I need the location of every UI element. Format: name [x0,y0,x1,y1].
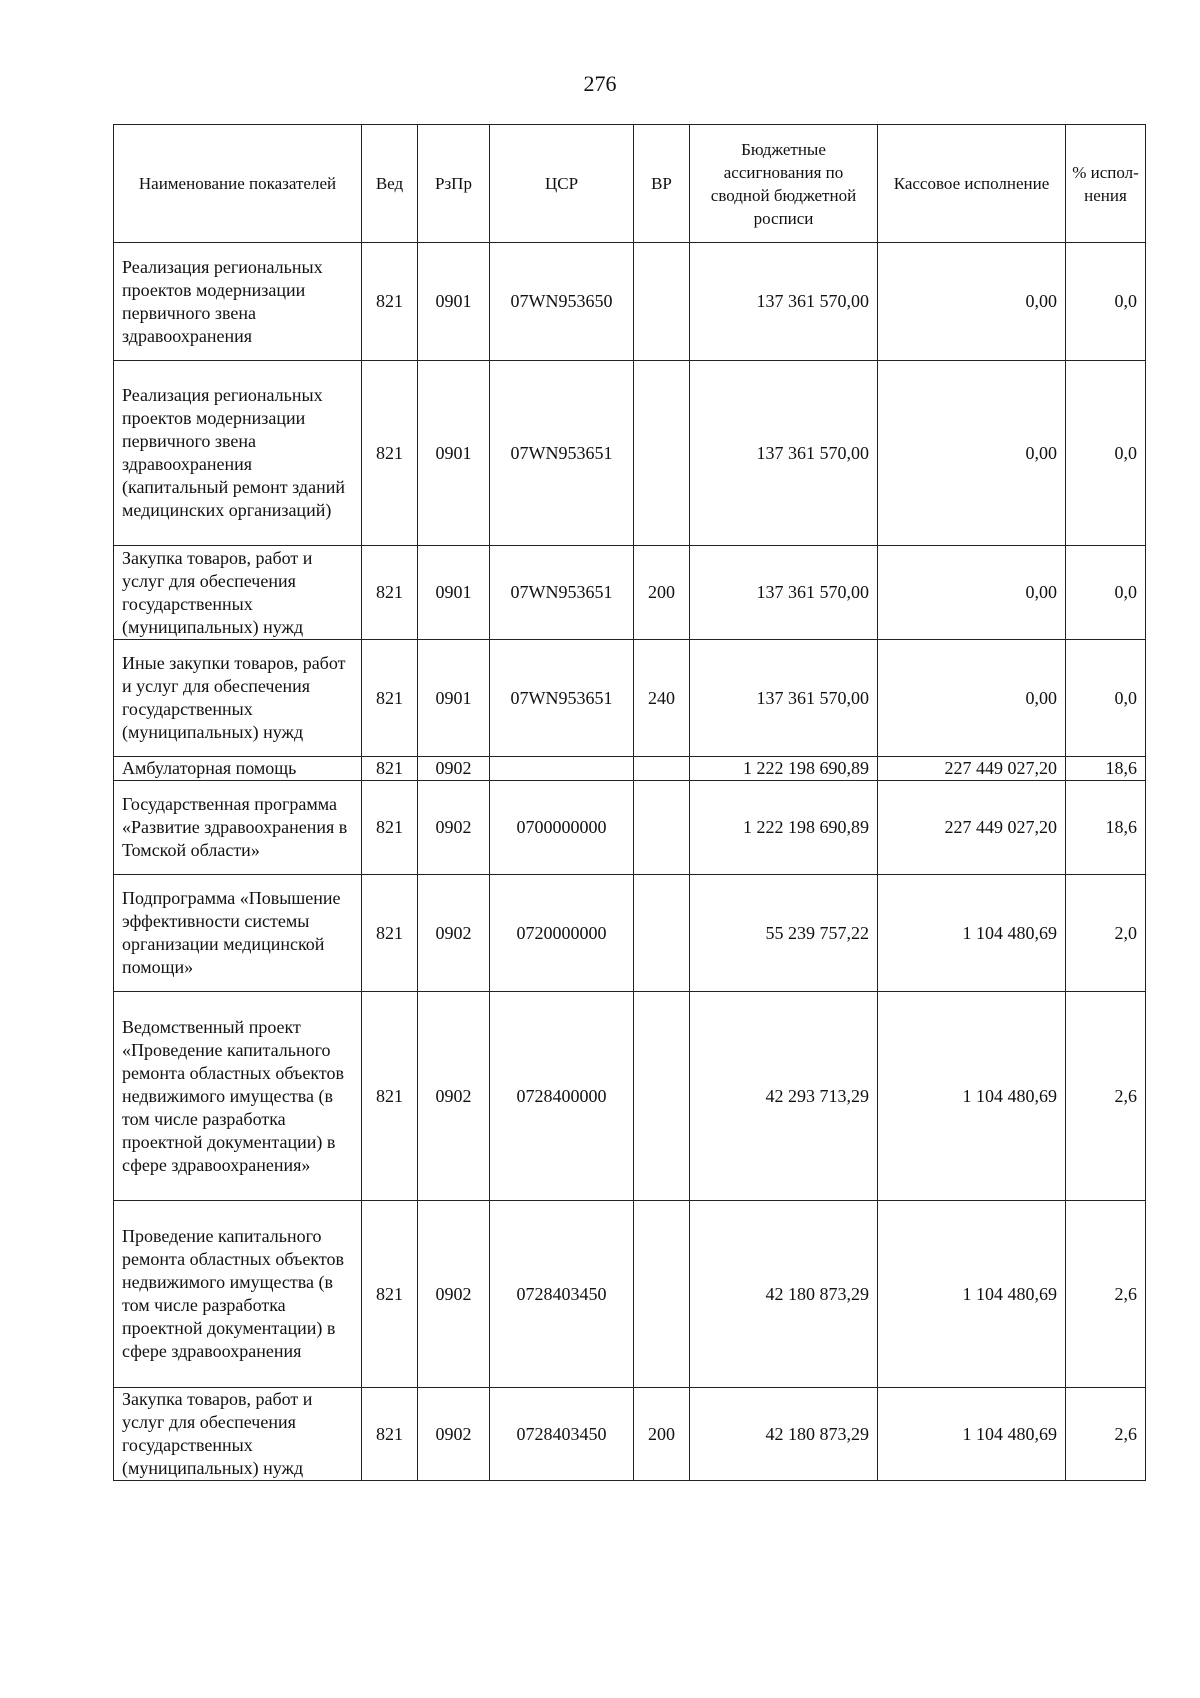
row-name: Ведомственный проект «Проведение капитального ремонта областных объектов недвижимого имущества (в том числе разработка проектной документации) в сфере здравоохранения» [114,992,362,1201]
row-percent: 0,0 [1066,361,1146,546]
page-number: 276 [583,71,617,96]
table-row [114,992,1146,1201]
row-csr [490,757,634,781]
row-rzpr: 0902 [418,757,490,781]
row-rzpr: 0902 [418,1388,490,1481]
header-csr: ЦСР [490,125,634,243]
row-vr [634,243,690,361]
row-ved: 821 [362,757,418,781]
row-rzpr: 0901 [418,243,490,361]
row-rzpr: 0902 [418,1201,490,1388]
row-cash: 0,00 [878,640,1066,757]
row-percent: 2,6 [1066,1388,1146,1481]
row-percent: 2,0 [1066,875,1146,992]
row-allocations: 42 180 873,29 [690,1201,878,1388]
row-rzpr: 0901 [418,640,490,757]
table-row [114,243,1146,361]
row-name: Иные закупки товаров, работ и услуг для обеспечения государственных (муниципальных) нужд [114,640,362,757]
row-vr [634,1201,690,1388]
row-allocations: 137 361 570,00 [690,361,878,546]
row-allocations: 1 222 198 690,89 [690,781,878,875]
row-percent: 2,6 [1066,1201,1146,1388]
row-allocations: 42 293 713,29 [690,992,878,1201]
row-percent: 0,0 [1066,640,1146,757]
header-cash: Кассовое исполнение [878,125,1066,243]
row-name: Подпрограмма «Повышение эффективности системы организации медицинской помощи» [114,875,362,992]
row-name: Закупка товаров, работ и услуг для обеспечения государственных (муниципальных) нужд [114,1388,362,1481]
row-name: Амбулаторная помощь [114,757,362,781]
row-rzpr: 0902 [418,781,490,875]
row-ved: 821 [362,781,418,875]
table-row [114,781,1146,875]
row-ved: 821 [362,361,418,546]
header-rzpr: РзПр [418,125,490,243]
row-cash: 1 104 480,69 [878,1388,1066,1481]
row-csr: 0720000000 [490,875,634,992]
header-row [114,125,1146,243]
row-ved: 821 [362,1388,418,1481]
row-ved: 821 [362,546,418,640]
row-vr: 200 [634,546,690,640]
row-percent: 18,6 [1066,757,1146,781]
row-cash: 227 449 027,20 [878,757,1066,781]
header-name: Наименование показателей [114,125,362,243]
row-ved: 821 [362,992,418,1201]
row-allocations: 137 361 570,00 [690,546,878,640]
header-allocations: Бюджетные ассигнования по сводной бюджетной росписи [690,125,878,243]
row-cash: 0,00 [878,243,1066,361]
row-percent: 18,6 [1066,781,1146,875]
header-percent: % испол-нения [1066,125,1146,243]
row-name: Реализация региональных проектов модернизации первичного звена здравоохранения (капитальный ремонт зданий медицинских организаций) [114,361,362,546]
row-allocations: 42 180 873,29 [690,1388,878,1481]
row-ved: 821 [362,243,418,361]
row-vr: 200 [634,1388,690,1481]
table-row [114,1388,1146,1481]
row-cash: 1 104 480,69 [878,875,1066,992]
row-cash: 1 104 480,69 [878,1201,1066,1388]
row-csr: 0728400000 [490,992,634,1201]
row-allocations: 137 361 570,00 [690,243,878,361]
table-row [114,546,1146,640]
row-csr: 07WN953650 [490,243,634,361]
row-rzpr: 0902 [418,875,490,992]
row-percent: 0,0 [1066,546,1146,640]
row-name: Реализация региональных проектов модернизации первичного звена здравоохранения [114,243,362,361]
row-cash: 0,00 [878,361,1066,546]
row-vr [634,361,690,546]
table-row [114,875,1146,992]
row-name: Закупка товаров, работ и услуг для обеспечения государственных (муниципальных) нужд [114,546,362,640]
row-name: Государственная программа «Развитие здравоохранения в Томской области» [114,781,362,875]
row-csr: 0700000000 [490,781,634,875]
row-vr [634,875,690,992]
header-ved: Вед [362,125,418,243]
row-csr: 0728403450 [490,1388,634,1481]
table-row [114,640,1146,757]
row-name: Проведение капитального ремонта областных объектов недвижимого имущества (в том числе разработка проектной документации) в сфере здравоохранения [114,1201,362,1388]
row-percent: 2,6 [1066,992,1146,1201]
row-rzpr: 0901 [418,546,490,640]
budget-table [113,124,1146,1481]
table-row [114,1201,1146,1388]
header-vr: ВР [634,125,690,243]
row-ved: 821 [362,1201,418,1388]
row-percent: 0,0 [1066,243,1146,361]
row-ved: 821 [362,640,418,757]
row-allocations: 137 361 570,00 [690,640,878,757]
row-rzpr: 0902 [418,992,490,1201]
table-row [114,757,1146,781]
row-csr: 07WN953651 [490,546,634,640]
row-csr: 0728403450 [490,1201,634,1388]
row-csr: 07WN953651 [490,361,634,546]
row-allocations: 1 222 198 690,89 [690,757,878,781]
row-cash: 0,00 [878,546,1066,640]
row-vr [634,992,690,1201]
row-vr: 240 [634,640,690,757]
row-vr [634,757,690,781]
row-allocations: 55 239 757,22 [690,875,878,992]
row-vr [634,781,690,875]
row-cash: 227 449 027,20 [878,781,1066,875]
row-rzpr: 0901 [418,361,490,546]
row-cash: 1 104 480,69 [878,992,1066,1201]
table-row [114,361,1146,546]
row-csr: 07WN953651 [490,640,634,757]
row-ved: 821 [362,875,418,992]
